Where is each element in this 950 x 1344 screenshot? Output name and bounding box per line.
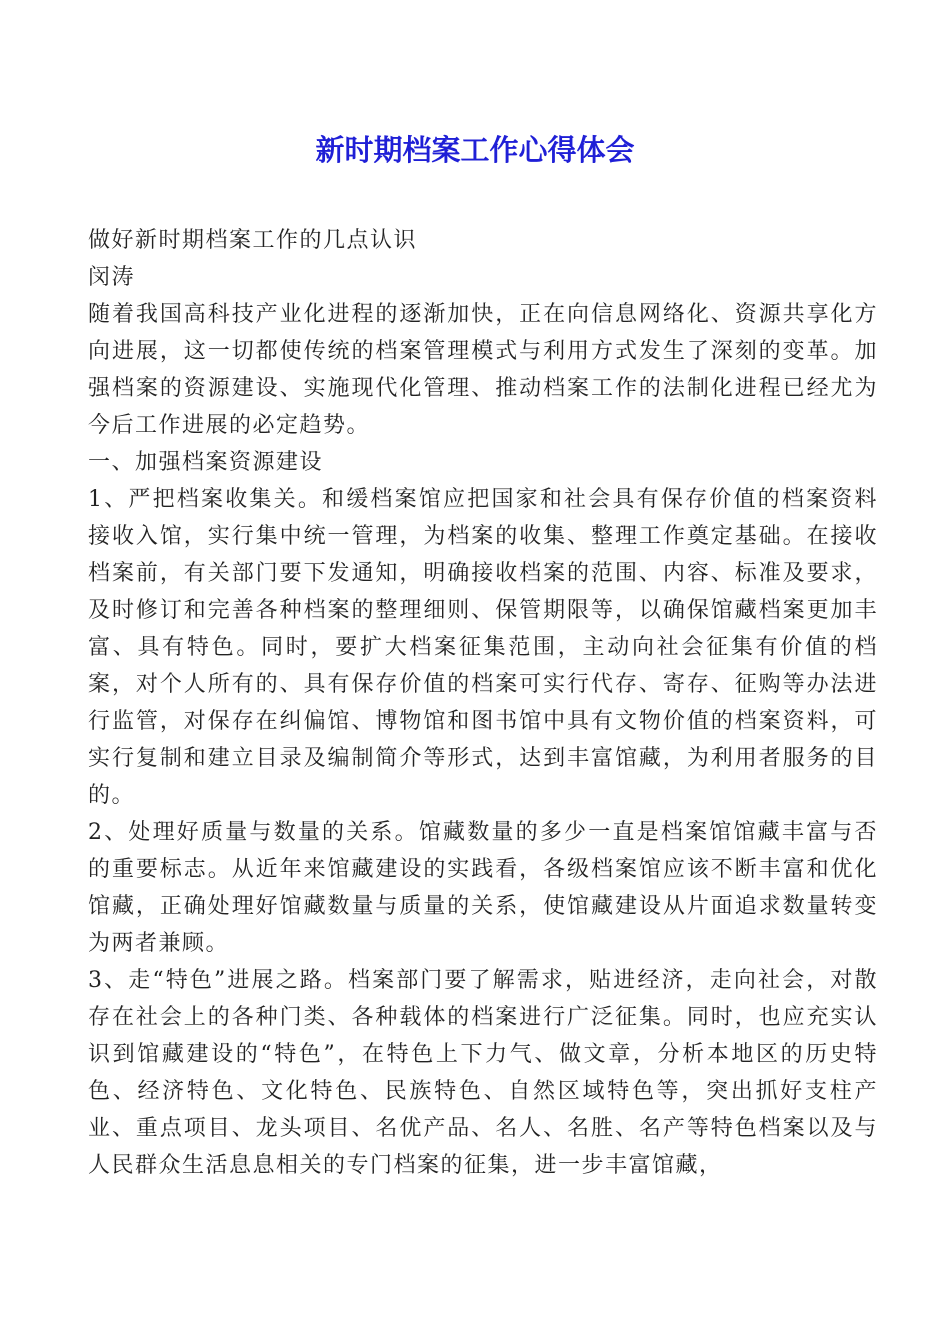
intro-paragraph: 随着我国高科技产业化进程的逐渐加快，正在向信息网络化、资源共享化方向进展，这一切都使传统的档案管理模式与利用方式发生了深刻的变革。加强档案的资源建设、实施现代化管理、推动档案工作的法制化进程已经尤为今后工作进展的必定趋势。: [88, 302, 878, 438]
body-paragraph: 3、走“特色”进展之路。档案部门要了解需求，贴进经济，走向社会，对散存在社会上的各种门类、各种载体的档案进行广泛征集。同时，也应充实认识到馆藏建设的“特色”，在特色上下力气、做文章，分析本地区的历史特色、经济特色、文化特色、民族特色、自然区域特色等，突出抓好支柱产业、重点项目、龙头项目、名优产品、名人、名胜、名产等特色档案以及与人民群众生活息息相关的专门档案的征集，进一步丰富馆藏，: [88, 968, 878, 1178]
section-heading: 一、加强档案资源建设: [88, 450, 324, 475]
document-title: 新时期档案工作心得体会: [315, 133, 635, 167]
body-paragraph: 2、处理好质量与数量的关系。馆藏数量的多少一直是档案馆馆藏丰富与否的重要标志。从近年来馆藏建设的实践看，各级档案馆应该不断丰富和优化馆藏，正确处理好馆藏数量与质量的关系，使馆藏建设从片面追求数量转变为两者兼顾。: [88, 820, 878, 956]
document-body: [88, 222, 878, 1184]
author-name: 闵涛: [88, 265, 136, 290]
article-heading: 做好新时期档案工作的几点认识: [88, 228, 418, 253]
body-paragraph: 1、严把档案收集关。和缓档案馆应把国家和社会具有保存价值的档案资料接收入馆，实行集中统一管理，为档案的收集、整理工作奠定基础。在接收档案前，有关部门要下发通知，明确接收档案的范围、内容、标准及要求，及时修订和完善各种档案的整理细则、保管期限等，以确保馆藏档案更加丰富、具有特色。同时，要扩大档案征集范围，主动向社会征集有价值的档案，对个人所有的、具有保存价值的档案可实行代存、寄存、征购等办法进行监管，对保存在纠偏馆、博物馆和图书馆中具有文物价值的档案资料，可实行复制和建立目录及编制简介等形式，达到丰富馆藏，为利用者服务的目的。: [88, 487, 878, 808]
